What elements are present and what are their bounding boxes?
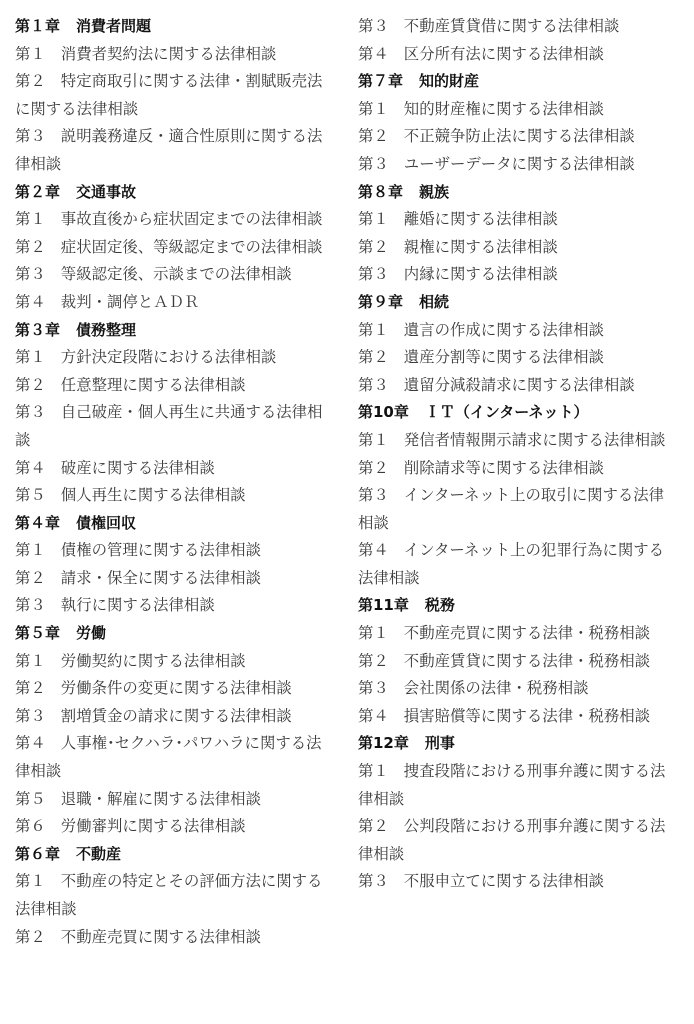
section-title: 親権に関する法律相談 (403, 237, 558, 256)
section-entry (358, 206, 676, 234)
chapter-title: 消費者問題 (76, 17, 152, 35)
chapter-heading (15, 620, 333, 648)
section-title: 損害賠償等に関する法律・税務相談 (403, 706, 651, 725)
section-title: 区分所有法に関する法律相談 (403, 44, 604, 63)
section-entry (15, 675, 333, 703)
chapter-title: 不動産 (76, 844, 122, 863)
chapter-heading (15, 13, 333, 41)
section-title: 特定商取引に関する法律・割賦販売法に関する法律相談 (15, 72, 323, 118)
section-number: 第５ (15, 789, 46, 808)
section-number: 第２ (15, 927, 46, 946)
section-number: 第１ (358, 762, 389, 781)
section-number: 第４ (358, 44, 389, 63)
chapter-title: 労働 (76, 624, 107, 643)
section-title: 発信者情報開示請求に関する法律相談 (403, 430, 666, 449)
chapter-number: 第５章 (15, 624, 61, 643)
section-number: 第３ (358, 154, 389, 173)
toc-right-column (358, 13, 676, 896)
section-title: 不正競争防止法に関する法律相談 (403, 127, 635, 146)
section-entry (358, 868, 676, 896)
section-entry (15, 344, 333, 372)
section-title: 割増賃金の請求に関する法律相談 (60, 706, 292, 725)
section-number: 第１ (15, 872, 46, 891)
chapter-title: 知的財産 (419, 72, 480, 91)
chapter-number: 第９章 (358, 292, 404, 311)
section-entry (358, 675, 676, 703)
section-entry (358, 427, 676, 455)
section-entry (15, 730, 333, 785)
section-title: 遺言の作成に関する法律相談 (403, 320, 604, 339)
section-entry (358, 703, 676, 731)
chapter-title: 刑事 (424, 734, 455, 753)
section-title: 個人再生に関する法律相談 (60, 486, 246, 505)
section-title: 内縁に関する法律相談 (403, 265, 558, 284)
section-number: 第３ (15, 265, 46, 284)
section-number: 第２ (15, 237, 46, 256)
section-title: 公判段階における刑事弁護に関する法律相談 (358, 817, 666, 863)
section-title: 裁判・調停とＡＤＲ (60, 292, 200, 311)
section-number: 第１ (358, 320, 389, 339)
chapter-number: 第10章 (358, 403, 409, 422)
section-entry (358, 813, 676, 868)
chapter-title: 税務 (424, 596, 455, 615)
section-title: 退職・解雇に関する法律相談 (60, 789, 261, 808)
section-number: 第２ (358, 817, 389, 836)
section-number: 第１ (358, 430, 389, 449)
chapter-number: 第６章 (15, 844, 61, 863)
section-entry (15, 482, 333, 510)
section-number: 第４ (15, 458, 46, 477)
section-number: 第３ (15, 596, 46, 615)
section-title: 不動産売買に関する法律・税務相談 (403, 624, 651, 643)
section-title: 方針決定段階における法律相談 (60, 348, 277, 367)
chapter-title: ＩＴ（インターネット） (424, 403, 589, 422)
section-entry (358, 13, 676, 41)
section-number: 第１ (15, 44, 46, 63)
section-entry (358, 455, 676, 483)
chapter-number: 第１章 (15, 17, 61, 35)
chapter-heading (358, 399, 676, 427)
section-number: 第２ (15, 72, 46, 91)
section-entry (15, 206, 333, 234)
section-entry (358, 123, 676, 151)
section-number: 第３ (358, 375, 389, 394)
section-title: 症状固定後、等級認定までの法律相談 (60, 237, 323, 256)
section-entry (15, 289, 333, 317)
section-entry (15, 592, 333, 620)
chapter-number: 第７章 (358, 72, 404, 91)
chapter-number: 第２章 (15, 182, 61, 201)
section-number: 第１ (15, 651, 46, 670)
section-entry (358, 620, 676, 648)
section-title: 労働契約に関する法律相談 (60, 651, 246, 670)
section-entry (15, 813, 333, 841)
toc-left-column (15, 13, 333, 951)
chapter-title: 債権回収 (76, 513, 137, 532)
section-entry (15, 648, 333, 676)
section-entry (358, 261, 676, 289)
section-number: 第２ (358, 348, 389, 367)
section-number: 第５ (15, 486, 46, 505)
section-number: 第２ (15, 375, 46, 394)
section-title: 遺留分減殺請求に関する法律相談 (403, 375, 635, 394)
section-entry (15, 234, 333, 262)
section-entry (15, 924, 333, 952)
section-title: 説明義務違反・適合性原則に関する法律相談 (15, 127, 323, 173)
section-title: 任意整理に関する法律相談 (60, 375, 246, 394)
chapter-number: 第12章 (358, 734, 409, 753)
section-title: 事故直後から症状固定までの法律相談 (60, 210, 323, 229)
section-title: 執行に関する法律相談 (60, 596, 215, 615)
section-number: 第４ (15, 734, 46, 753)
section-title: 知的財産権に関する法律相談 (403, 99, 604, 118)
section-number: 第３ (358, 265, 389, 284)
chapter-number: 第８章 (358, 182, 404, 201)
section-number: 第１ (358, 99, 389, 118)
section-entry (358, 372, 676, 400)
section-number: 第３ (358, 872, 389, 891)
section-title: 遺産分割等に関する法律相談 (403, 348, 604, 367)
section-entry (15, 261, 333, 289)
section-entry (358, 96, 676, 124)
section-title: インターネット上の取引に関する法律相談 (358, 486, 665, 532)
chapter-heading (15, 317, 333, 345)
section-number: 第４ (358, 541, 389, 560)
section-title: 破産に関する法律相談 (60, 458, 215, 477)
chapter-heading (15, 841, 333, 869)
section-title: 債権の管理に関する法律相談 (60, 541, 261, 560)
section-entry (358, 151, 676, 179)
section-title: 不動産の特定とその評価方法に関する法律相談 (15, 872, 323, 918)
section-number: 第１ (15, 210, 46, 229)
section-entry (358, 234, 676, 262)
section-title: 請求・保全に関する法律相談 (60, 568, 261, 587)
chapter-heading (358, 730, 676, 758)
chapter-heading (358, 289, 676, 317)
section-number: 第４ (15, 292, 46, 311)
section-title: 会社関係の法律・税務相談 (403, 679, 589, 698)
section-entry (358, 41, 676, 69)
section-number: 第３ (358, 486, 389, 505)
section-number: 第３ (358, 17, 389, 35)
section-entry (15, 123, 333, 178)
chapter-title: 債務整理 (76, 320, 137, 339)
section-title: 消費者契約法に関する法律相談 (60, 44, 277, 63)
section-number: 第４ (358, 706, 389, 725)
section-title: インターネット上の犯罪行為に関する法律相談 (358, 541, 665, 587)
section-number: 第１ (15, 348, 46, 367)
section-entry (15, 455, 333, 483)
section-title: 捜査段階における刑事弁護に関する法律相談 (358, 762, 666, 808)
section-title: 自己破産・個人再生に共通する法律相談 (15, 403, 323, 449)
section-entry (15, 537, 333, 565)
section-entry (358, 758, 676, 813)
chapter-heading (358, 68, 676, 96)
section-entry (358, 648, 676, 676)
section-number: 第３ (358, 679, 389, 698)
section-number: 第２ (358, 651, 389, 670)
section-entry (15, 868, 333, 923)
chapter-title: 親族 (419, 182, 450, 201)
section-number: 第２ (15, 568, 46, 587)
section-number: 第３ (15, 127, 46, 146)
section-number: 第２ (15, 679, 46, 698)
section-number: 第３ (15, 706, 46, 725)
section-title: 労働審判に関する法律相談 (60, 817, 246, 836)
chapter-title: 交通事故 (76, 182, 137, 201)
section-entry (358, 537, 676, 592)
chapter-heading (15, 179, 333, 207)
section-number: 第２ (358, 237, 389, 256)
section-title: 不動産売買に関する法律相談 (60, 927, 261, 946)
section-title: 不動産賃貸に関する法律・税務相談 (403, 651, 651, 670)
chapter-heading (358, 592, 676, 620)
section-entry (15, 41, 333, 69)
section-entry (15, 68, 333, 123)
section-entry (358, 482, 676, 537)
section-entry (15, 399, 333, 454)
section-entry (358, 344, 676, 372)
section-title: 離婚に関する法律相談 (403, 210, 558, 229)
section-number: 第２ (358, 458, 389, 477)
chapter-number: 第３章 (15, 320, 61, 339)
chapter-heading (358, 179, 676, 207)
section-entry (15, 703, 333, 731)
section-number: 第１ (358, 210, 389, 229)
section-title: 削除請求等に関する法律相談 (403, 458, 604, 477)
section-number: 第２ (358, 127, 389, 146)
section-number: 第１ (15, 541, 46, 560)
section-entry (358, 317, 676, 345)
chapter-number: 第11章 (358, 596, 409, 615)
section-number: 第６ (15, 817, 46, 836)
chapter-heading (15, 510, 333, 538)
section-entry (15, 786, 333, 814)
section-title: 等級認定後、示談までの法律相談 (60, 265, 292, 284)
section-title: 人事権･セクハラ･パワハラに関する法律相談 (15, 734, 322, 781)
section-entry (15, 372, 333, 400)
section-number: 第１ (358, 624, 389, 643)
section-title: 不動産賃貸借に関する法律相談 (403, 17, 620, 35)
chapter-title: 相続 (419, 292, 450, 311)
chapter-number: 第４章 (15, 513, 61, 532)
section-title: 労働条件の変更に関する法律相談 (60, 679, 292, 698)
section-title: 不服申立てに関する法律相談 (403, 872, 604, 891)
section-entry (15, 565, 333, 593)
section-number: 第３ (15, 403, 46, 422)
section-title: ユーザーデータに関する法律相談 (403, 154, 635, 173)
